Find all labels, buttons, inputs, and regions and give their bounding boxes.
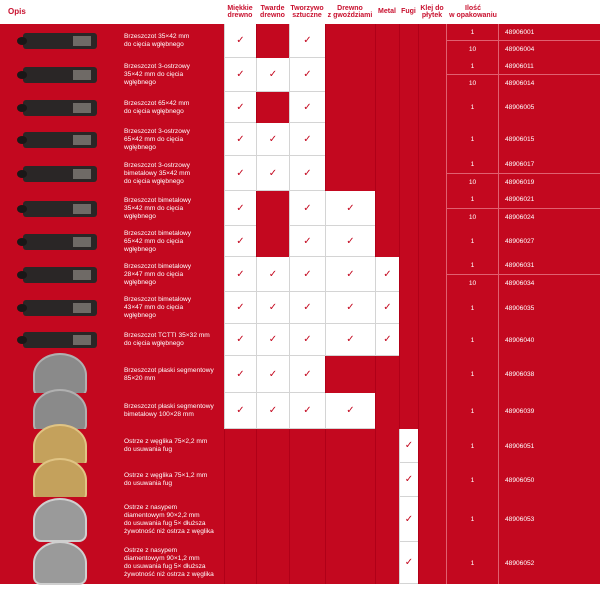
product-image (0, 191, 120, 226)
product-description: Ostrze z nasypem diamentowym 90×1,2 mm do usuwania fug 5× dłuższa żywotność niż ostrza z węglika (120, 542, 224, 584)
header-klej: Klej do płytek (420, 4, 444, 19)
blade-icon (23, 100, 97, 116)
check-cell-twarde (256, 92, 289, 123)
product-code: 48906019 (498, 174, 600, 192)
product-code: 48906015 (498, 123, 600, 156)
check-cell-klej (418, 463, 446, 497)
table-row (0, 24, 600, 58)
table-row (0, 257, 600, 292)
product-image (0, 58, 120, 92)
check-cell-miekkie: ✓ (224, 324, 256, 356)
check-cell-metal (375, 123, 399, 156)
product-description: Brzeszczot 65×42 mm do cięcia wgłębnego (120, 92, 224, 123)
check-cell-metal (375, 463, 399, 497)
check-cell-twarde (256, 24, 289, 58)
product-code: 48906014 (498, 75, 600, 92)
check-cell-twarde (256, 497, 289, 542)
check-cell-fugi (399, 156, 418, 191)
check-cell-metal (375, 92, 399, 123)
table-row (0, 92, 600, 123)
check-cell-twarde: ✓ (256, 257, 289, 292)
product-code: 48906035 (498, 292, 600, 324)
check-cell-klej (418, 226, 446, 257)
check-cell-metal (375, 191, 399, 226)
table-row (0, 356, 600, 393)
check-cell-klej (418, 92, 446, 123)
check-cell-miekkie: ✓ (224, 292, 256, 324)
check-cell-metal (375, 429, 399, 463)
pack-quantity: 1 (446, 58, 498, 75)
check-cell-tworzywo: ✓ (289, 191, 325, 226)
check-cell-twarde: ✓ (256, 156, 289, 191)
table-row (0, 123, 600, 156)
product-code: 48906005 (498, 92, 600, 123)
check-cell-twarde (256, 463, 289, 497)
check-cell-miekkie: ✓ (224, 123, 256, 156)
blade-icon (23, 300, 97, 316)
check-cell-miekkie: ✓ (224, 24, 256, 58)
check-cell-klej (418, 429, 446, 463)
blade-icon (23, 67, 97, 83)
product-code: 48906031 (498, 257, 600, 275)
check-cell-klej (418, 191, 446, 226)
check-cell-metal (375, 542, 399, 584)
check-cell-tworzywo (289, 542, 325, 584)
header-drewno-gwozdzie: Drewno z gwoździami (327, 4, 373, 19)
check-cell-metal (375, 356, 399, 393)
check-cell-tworzywo: ✓ (289, 393, 325, 429)
check-cell-tworzywo: ✓ (289, 257, 325, 292)
product-code: 48906011 (498, 58, 600, 75)
check-cell-gwozdzie: ✓ (325, 191, 375, 226)
check-cell-metal: ✓ (375, 257, 399, 292)
check-cell-miekkie (224, 497, 256, 542)
check-cell-gwozdzie (325, 429, 375, 463)
disc-grey-icon (33, 541, 87, 585)
product-description: Brzeszczot bimetalowy 28×47 mm do cięcia wgłębnego (120, 257, 224, 292)
check-cell-metal (375, 497, 399, 542)
check-cell-fugi (399, 92, 418, 123)
check-cell-tworzywo: ✓ (289, 156, 325, 191)
check-cell-gwozdzie: ✓ (325, 257, 375, 292)
check-cell-klej (418, 292, 446, 324)
pack-quantity: 1 (446, 123, 498, 156)
check-cell-fugi (399, 292, 418, 324)
product-code: 48906004 (498, 41, 600, 58)
product-code: 48906001 (498, 24, 600, 41)
check-cell-tworzywo: ✓ (289, 292, 325, 324)
check-cell-gwozdzie (325, 356, 375, 393)
product-image (0, 156, 120, 191)
check-cell-fugi (399, 58, 418, 92)
check-cell-gwozdzie: ✓ (325, 324, 375, 356)
check-cell-tworzywo: ✓ (289, 226, 325, 257)
check-cell-twarde (256, 429, 289, 463)
blade-icon (23, 33, 97, 49)
table-header (0, 0, 600, 24)
pack-quantity: 1 (446, 324, 498, 356)
check-cell-gwozdzie (325, 156, 375, 191)
check-cell-twarde: ✓ (256, 58, 289, 92)
check-cell-gwozdzie (325, 123, 375, 156)
pack-quantity: 1 (446, 92, 498, 123)
product-description: Brzeszczot płaski segmentowy 85×20 mm (120, 356, 224, 393)
check-cell-gwozdzie (325, 58, 375, 92)
table-row (0, 191, 600, 226)
blade-icon (23, 332, 97, 348)
product-code: 48906034 (498, 275, 600, 293)
header-fugi: Fugi (401, 8, 416, 16)
check-cell-fugi (399, 393, 418, 429)
check-cell-twarde (256, 542, 289, 584)
pack-quantity: 10 (446, 275, 498, 293)
pack-quantity: 1 (446, 292, 498, 324)
check-cell-fugi: ✓ (399, 497, 418, 542)
product-code: 48906027 (498, 226, 600, 257)
check-cell-fugi: ✓ (399, 542, 418, 584)
product-code: 48906052 (498, 542, 600, 584)
product-image (0, 324, 120, 356)
check-cell-tworzywo (289, 497, 325, 542)
header-ilosc: Ilość w opakowaniu (449, 4, 497, 19)
table-row (0, 324, 600, 356)
check-cell-gwozdzie (325, 92, 375, 123)
pack-quantity: 1 (446, 191, 498, 209)
check-cell-gwozdzie (325, 542, 375, 584)
check-cell-twarde (256, 191, 289, 226)
check-cell-tworzywo: ✓ (289, 356, 325, 393)
check-cell-twarde: ✓ (256, 123, 289, 156)
check-cell-fugi: ✓ (399, 463, 418, 497)
check-cell-miekkie: ✓ (224, 191, 256, 226)
check-cell-miekkie: ✓ (224, 92, 256, 123)
check-cell-gwozdzie: ✓ (325, 393, 375, 429)
check-cell-klej (418, 497, 446, 542)
pack-quantity: 10 (446, 209, 498, 227)
blade-icon (23, 166, 97, 182)
product-description: Ostrze z nasypem diamentowym 90×2,2 mm do usuwania fug 5× dłuższa żywotność niż ostrza z węglika (120, 497, 224, 542)
product-code: 48906038 (498, 356, 600, 393)
check-cell-miekkie (224, 429, 256, 463)
check-cell-fugi: ✓ (399, 429, 418, 463)
product-image (0, 356, 120, 393)
pack-quantity: 1 (446, 429, 498, 463)
check-cell-klej (418, 393, 446, 429)
check-cell-twarde: ✓ (256, 324, 289, 356)
product-description: Brzeszczot 35×42 mm do cięcia wgłębnego (120, 24, 224, 58)
blade-icon (23, 234, 97, 250)
check-cell-gwozdzie (325, 497, 375, 542)
product-image (0, 24, 120, 58)
check-cell-klej (418, 24, 446, 58)
product-code: 48906024 (498, 209, 600, 227)
header-tworzywo: Tworzywo sztuczne (290, 4, 324, 19)
product-image (0, 497, 120, 542)
check-cell-twarde (256, 226, 289, 257)
product-description: Ostrze z węglika 75×1,2 mm do usuwania fug (120, 463, 224, 497)
check-cell-fugi (399, 226, 418, 257)
check-cell-metal (375, 156, 399, 191)
product-code: 48906050 (498, 463, 600, 497)
blade-icon (23, 201, 97, 217)
pack-quantity: 1 (446, 24, 498, 41)
product-description: Brzeszczot płaski segmentowy bimetalowy 100×28 mm (120, 393, 224, 429)
check-cell-gwozdzie (325, 24, 375, 58)
pack-quantity: 1 (446, 497, 498, 542)
product-image (0, 226, 120, 257)
check-cell-klej (418, 123, 446, 156)
pack-quantity: 10 (446, 75, 498, 92)
product-description: Brzeszczot 3-ostrzowy 35×42 mm do cięcia wgłębnego (120, 58, 224, 92)
check-cell-gwozdzie (325, 463, 375, 497)
check-cell-metal (375, 24, 399, 58)
table-row (0, 226, 600, 257)
check-cell-fugi (399, 257, 418, 292)
check-cell-klej (418, 356, 446, 393)
check-cell-twarde: ✓ (256, 292, 289, 324)
product-code: 48906051 (498, 429, 600, 463)
check-cell-tworzywo: ✓ (289, 58, 325, 92)
check-cell-klej (418, 542, 446, 584)
check-cell-twarde: ✓ (256, 393, 289, 429)
table-row (0, 463, 600, 497)
check-cell-miekkie: ✓ (224, 356, 256, 393)
check-cell-gwozdzie: ✓ (325, 226, 375, 257)
blade-icon (23, 267, 97, 283)
table-row (0, 429, 600, 463)
product-description: Ostrze z węglika 75×2,2 mm do usuwania fug (120, 429, 224, 463)
product-code: 48906021 (498, 191, 600, 209)
check-cell-klej (418, 156, 446, 191)
check-cell-tworzywo: ✓ (289, 324, 325, 356)
header-metal: Metal (378, 8, 396, 16)
check-cell-tworzywo: ✓ (289, 123, 325, 156)
table-row (0, 497, 600, 542)
product-description: Brzeszczot 3-ostrzowy 65×42 mm do cięcia wgłębnego (120, 123, 224, 156)
check-cell-miekkie: ✓ (224, 226, 256, 257)
header-opis: Opis (8, 7, 26, 17)
pack-quantity: 1 (446, 463, 498, 497)
product-description: Brzeszczot 3-ostrzowy bimetalowy 35×42 mm do cięcia wgłębnego (120, 156, 224, 191)
product-image (0, 92, 120, 123)
table-row (0, 393, 600, 429)
check-cell-fugi (399, 324, 418, 356)
product-code: 48906017 (498, 156, 600, 174)
product-description: Brzeszczot bimetalowy 65×42 mm do cięcia wgłębnego (120, 226, 224, 257)
check-cell-miekkie: ✓ (224, 257, 256, 292)
check-cell-miekkie: ✓ (224, 393, 256, 429)
table-row (0, 58, 600, 92)
check-cell-metal (375, 226, 399, 257)
product-code: 48906040 (498, 324, 600, 356)
check-cell-metal (375, 58, 399, 92)
check-cell-klej (418, 58, 446, 92)
product-image (0, 257, 120, 292)
pack-quantity: 1 (446, 156, 498, 174)
check-cell-fugi (399, 123, 418, 156)
check-cell-fugi (399, 24, 418, 58)
check-cell-tworzywo (289, 463, 325, 497)
header-twarde-drewno: Twarde drewno (260, 4, 285, 19)
pack-quantity: 1 (446, 226, 498, 257)
check-cell-miekkie: ✓ (224, 58, 256, 92)
check-cell-fugi (399, 191, 418, 226)
product-code: 48906039 (498, 393, 600, 429)
product-description: Brzeszczot bimetalowy 35×42 mm do cięcia wgłębnego (120, 191, 224, 226)
product-image (0, 542, 120, 584)
blade-icon (23, 132, 97, 148)
check-cell-klej (418, 324, 446, 356)
pack-quantity: 10 (446, 41, 498, 58)
check-cell-miekkie (224, 463, 256, 497)
table-row (0, 292, 600, 324)
check-cell-gwozdzie: ✓ (325, 292, 375, 324)
check-cell-klej (418, 257, 446, 292)
check-cell-metal: ✓ (375, 324, 399, 356)
check-cell-metal (375, 393, 399, 429)
disc-gold-icon (33, 458, 87, 502)
product-image (0, 463, 120, 497)
product-code: 48906053 (498, 497, 600, 542)
table-row (0, 542, 600, 584)
check-cell-twarde: ✓ (256, 356, 289, 393)
check-cell-fugi (399, 356, 418, 393)
pack-quantity: 1 (446, 257, 498, 275)
disc-grey-icon (33, 498, 87, 542)
pack-quantity: 1 (446, 542, 498, 584)
product-description: Brzeszczot bimetalowy 43×47 mm do cięcia wgłębnego (120, 292, 224, 324)
product-description: Brzeszczot TCTTI 35×32 mm do cięcia wgłębnego (120, 324, 224, 356)
check-cell-metal: ✓ (375, 292, 399, 324)
check-cell-miekkie (224, 542, 256, 584)
check-cell-tworzywo: ✓ (289, 24, 325, 58)
table-row (0, 156, 600, 191)
pack-quantity: 1 (446, 356, 498, 393)
pack-quantity: 10 (446, 174, 498, 192)
check-cell-tworzywo (289, 429, 325, 463)
check-cell-miekkie: ✓ (224, 156, 256, 191)
product-image (0, 123, 120, 156)
product-image (0, 292, 120, 324)
check-cell-tworzywo: ✓ (289, 92, 325, 123)
header-miekkie-drewno: Miękkie drewno (227, 4, 253, 19)
pack-quantity: 1 (446, 393, 498, 429)
